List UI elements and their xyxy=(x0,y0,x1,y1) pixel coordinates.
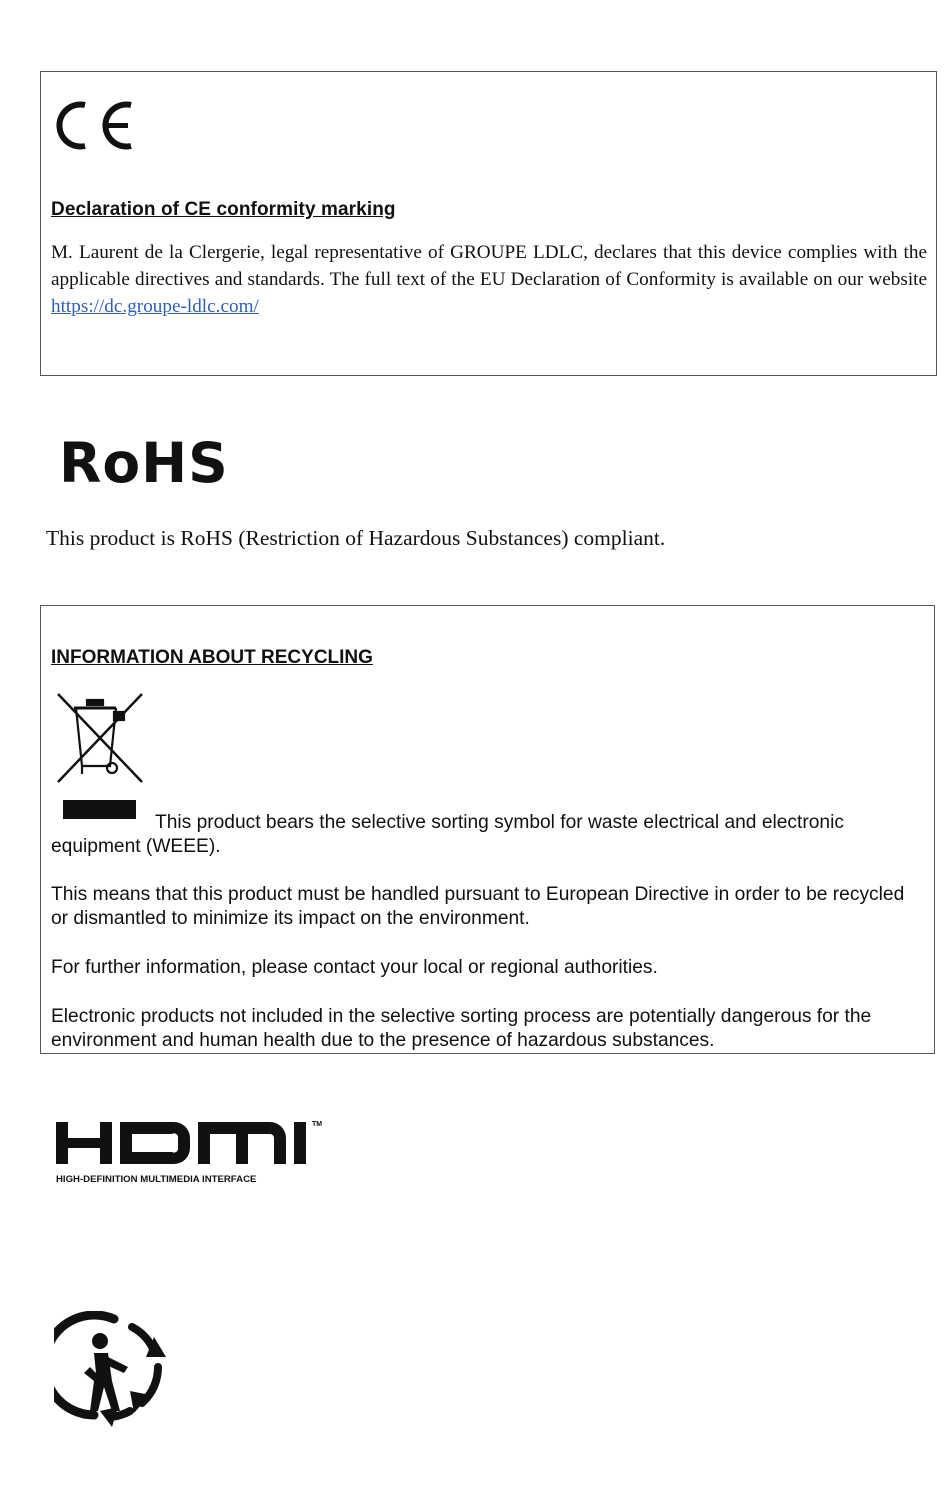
ce-body: M. Laurent de la Clergerie, legal representative of GROUPE LDLC, declares that this device complies with the applicable directives and standards. The full text of the EU Declaration of Conformity is available on our website xyxy=(51,242,927,290)
hdmi-trademark: TM xyxy=(312,1121,323,1128)
triman-recycling-icon xyxy=(54,1311,174,1427)
hdmi-tagline: HIGH-DEFINITION MULTIMEDIA INTERFACE xyxy=(56,1174,257,1185)
ce-website-link[interactable]: https://dc.groupe-ldlc.com/ xyxy=(51,296,259,317)
ce-declaration-text xyxy=(51,239,927,320)
ce-mark-icon xyxy=(52,95,134,155)
ce-heading: Declaration of CE conformity marking xyxy=(51,199,396,220)
hdmi-logo xyxy=(54,1117,329,1185)
recycling-para4: Electronic products not included in the selective sorting process are potentially dangerous for the environment and human health due to the presence of hazardous substances. xyxy=(51,1006,872,1051)
ce-declaration-box xyxy=(40,71,937,376)
weee-bar-icon xyxy=(63,800,136,819)
rohs-text: This product is RoHS (Restriction of Hazardous Substances) compliant. xyxy=(46,526,666,550)
crossed-out-wheelie-bin-icon xyxy=(52,688,146,786)
recycling-para3: For further information, please contact your local or regional authorities. xyxy=(51,957,658,978)
recycling-para1-line1: This product bears the selective sorting symbol for waste electrical and electronic xyxy=(155,812,844,833)
recycling-heading: INFORMATION ABOUT RECYCLING xyxy=(51,647,373,668)
recycling-para2: This means that this product must be handled pursuant to European Directive in order to be recycled or dismantled to minimize its impact on the environment. xyxy=(51,884,905,929)
recycling-para1-line2: equipment (WEEE). xyxy=(51,836,221,857)
rohs-logo: RoHS xyxy=(59,431,229,495)
